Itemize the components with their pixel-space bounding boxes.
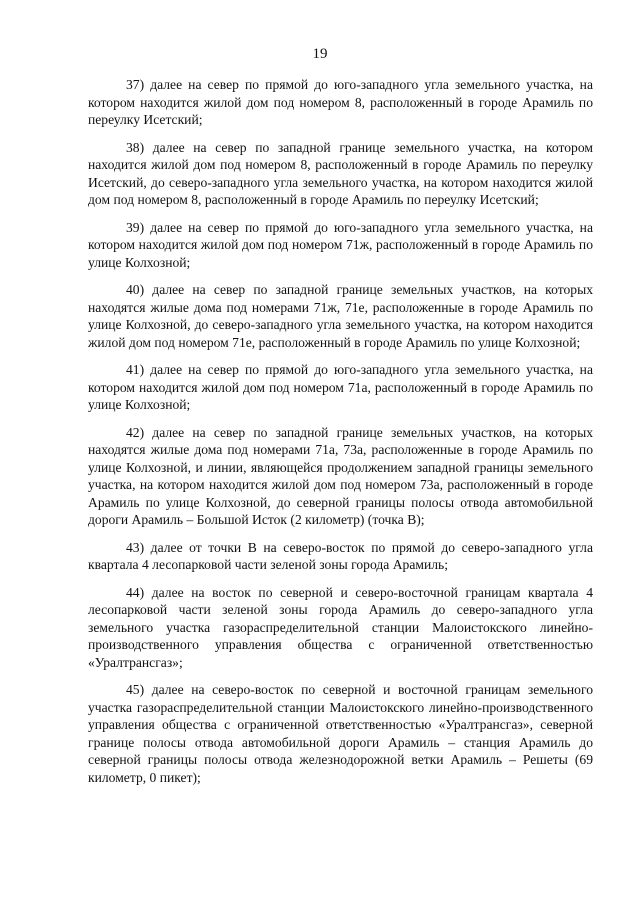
paragraph-42: 42) далее на север по западной границе земельных участков, на которых находятся жилые дома под номерами 71а, 73а, расположенные в городе Арамиль по улице Колхозной, и линии, являющейся продолжением западной границы земельного участка, на котором находится жилой дом под номером 73а, расположенный в городе Арамиль по улице Колхозной, до северной границы полосы отвода автомобильной дороги Арамиль – Большой Исток (2 километр) (точка В); [88, 424, 593, 527]
paragraph-41: 41) далее на север по прямой до юго-западного угла земельного участка, на котором находится жилой дом под номером 71а, расположенный в городе Арамиль по улице Колхозной; [88, 362, 593, 412]
page-number: 19 [312, 46, 328, 62]
paragraph-45: 45) далее на северо-восток по северной и восточной границам земельного участка газораспределительной станции Малоистокского линейно-производственного управления общества с ограниченной ответственностью «Уралтрансгаз», северной границе полосы отвода автомобильной дороги Арамиль – станция Арамиль до северной границы полосы отвода железнодорожной ветки Арамиль – Решеты (69 километр, 0 пикет); [88, 682, 593, 785]
paragraph-37: 37) далее на север по прямой до юго-западного угла земельного участка, на котором находится жилой дом под номером 8, расположенный в городе Арамиль по переулку Исетский; [88, 77, 593, 127]
document-body [88, 76, 593, 796]
paragraph-39: 39) далее на север по прямой до юго-западного угла земельного участка, на котором находится жилой дом под номером 71ж, расположенный в городе Арамиль по улице Колхозной; [88, 219, 593, 270]
paragraph-44: 44) далее на восток по северной и северо-восточной границам квартала 4 лесопарковой части зеленой зоны города Арамиль до северо-западного угла земельного участка газораспределительной станции Малоистокского линейно-производственного управления общества с ограниченной ответственностью «Уралтрансгаз»; [88, 584, 593, 670]
paragraph-38: 38) далее на север по западной границе земельного участка, на котором находится жилой дом под номером 8, расположенный в городе Арамиль по переулку Исетский, до северо-западного угла земельного участка, на котором находится жилой дом под номером 8, расположенный в городе Арамиль по переулку Исетский; [88, 139, 593, 207]
paragraph-43: 43) далее от точки В на северо-восток по прямой до северо-западного угла квартала 4 лесопарковой части зеленой зоны города Арамиль; [88, 539, 593, 572]
paragraph-40: 40) далее на север по западной границе земельных участков, на которых находятся жилые дома под номерами 71ж, 71е, расположенные в городе Арамиль по улице Колхозной, до северо-западного угла земельного участка, на котором находится жилой дом под номером 71е, расположенный в городе Арамиль по улице Колхозной; [88, 282, 593, 350]
